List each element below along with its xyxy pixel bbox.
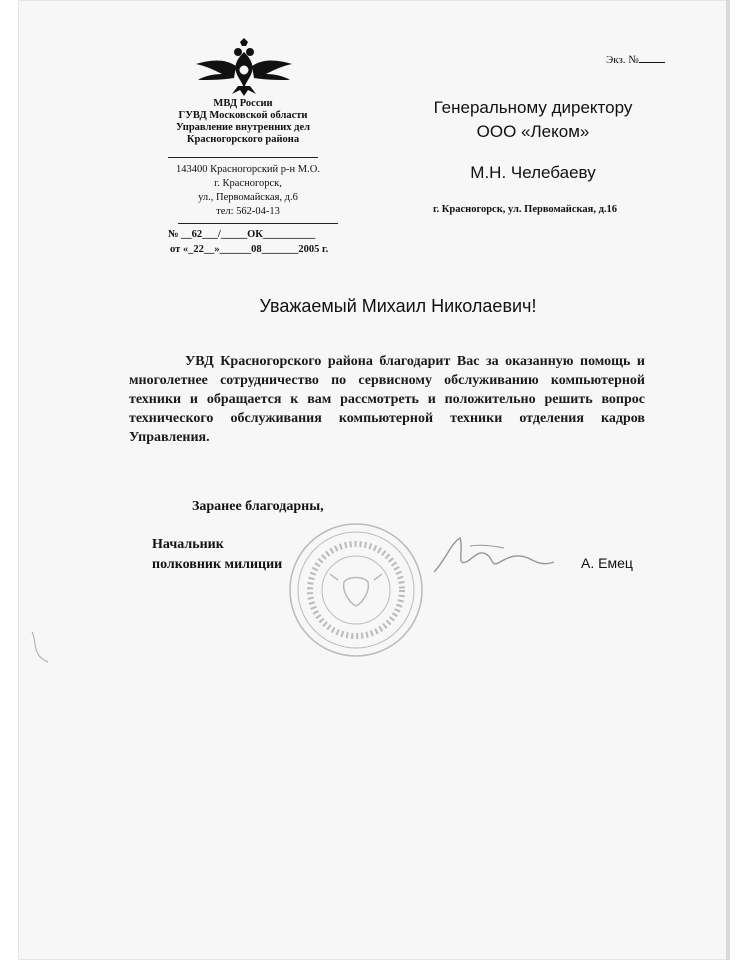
recipient-title: Генеральному директору [433,98,633,117]
recipient-company: ООО «Леком» [476,122,590,141]
signatory-rank: полковник милиции [152,557,283,572]
copy-number [606,52,665,66]
copy-number-blank [639,52,665,63]
address-divider [178,223,338,224]
signature-icon [430,532,560,582]
closing: Заранее благодарны, [192,499,324,514]
address-line: тел: 562-04-13 [216,206,280,217]
eagle-emblem-icon [184,38,304,98]
address-line: 143400 Красногорский р-н М.О. [176,164,320,175]
official-seal-icon [286,520,426,660]
header-divider [168,157,318,158]
registration-number: № __62___/_____ОК__________ [168,229,316,240]
org-line: Управление внутренних дел [175,122,311,133]
margin-mark-icon [28,630,50,664]
address-line: г. Красногорск, [214,178,282,189]
org-line: МВД России [213,98,273,109]
recipient-name: М.Н. Челебаеву [470,163,596,182]
organization-block [138,98,348,146]
address-line: ул., Первомайская, д.6 [198,192,298,203]
signatory-position: Начальник [152,537,224,552]
copy-number-label: Экз. № [606,54,639,66]
greeting: Уважаемый Михаил Николаевич! [259,296,537,316]
letter-page [18,0,730,960]
registration-date: от «_22__»______08_______2005 г. [170,244,329,255]
letter-body: УВД Красногорского района благодарит Вас за оказанную помощь и многолетнее сотрудничество по сервисному обслуживанию компьютерной техники и обращается к вам рассмотреть и положительно решить вопрос технического обслуживания компьютерной техники отделения кадров Управления. [129,354,645,445]
recipient-address: г. Красногорск, ул. Первомайская, д.16 [432,204,618,215]
signatory-name: А. Емец [581,555,633,571]
sender-address [148,163,348,219]
org-line: ГУВД Московской области [178,110,308,121]
org-line: Красногорского района [186,134,300,145]
